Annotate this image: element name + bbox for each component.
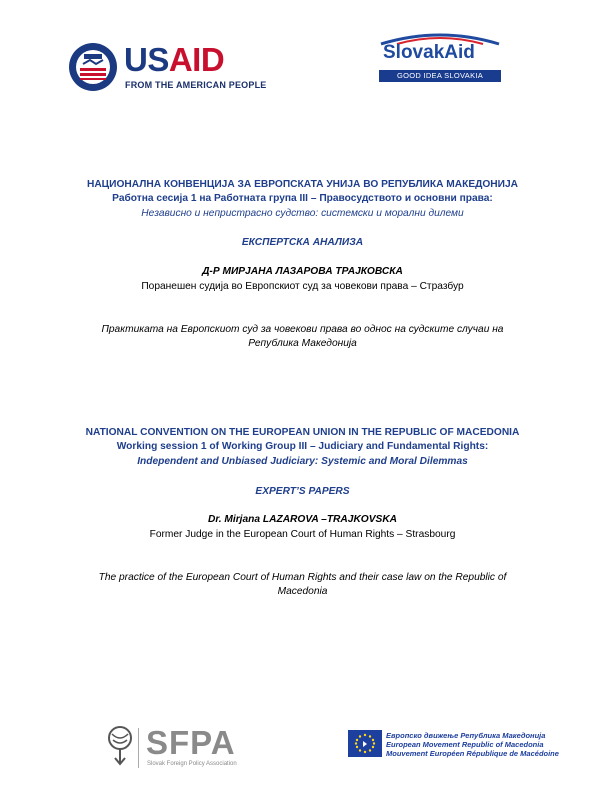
mk-paper-type: ЕКСПЕРТСКА АНАЛИЗА [241, 237, 364, 248]
en-topic-line1: The practice of the European Court of Human Rights and their case law on the Republic of [98, 572, 507, 583]
en-topic-line2: Macedonia [277, 586, 328, 597]
usaid-wordmark: USAID [124, 41, 225, 78]
usaid-tagline: FROM THE AMERICAN PEOPLE [125, 80, 267, 90]
en-author: Dr. Mirjana LAZAROVA –TRAJKOVSKA [207, 514, 398, 525]
em-line-en: European Movement Republic of Macedonia [386, 740, 544, 749]
en-title: NATIONAL CONVENTION ON THE EUROPEAN UNION IN THE REPUBLIC OF MACEDONIA [85, 427, 520, 438]
mk-title: НАЦИОНАЛНА КОНВЕНЦИЈА ЗА ЕВРОПСКАТА УНИЈА ВО РЕПУБЛИКА МАКЕДОНИЈА [86, 179, 519, 190]
en-paper-type: EXPERT’S PAPERS [255, 486, 350, 497]
mk-subtitle: Независно и непристрасно судство: системски и морални дилеми [141, 208, 464, 219]
mk-author-role: Поранешен судија во Европскиот суд за човекови права – Стразбур [141, 281, 464, 292]
em-line-fr: Mouvement Européen République de Macédoine [386, 749, 559, 758]
sfpa-logo [100, 722, 260, 772]
slovakaid-tagline: GOOD IDEA SLOVAKIA [379, 70, 501, 82]
eu-flag-icon [348, 730, 382, 757]
sfpa-wordmark: SFPA [146, 724, 236, 761]
mk-session: Работна сесија 1 на Работната група III – Правосудството и основни права: [112, 193, 493, 204]
sfpa-divider [138, 728, 139, 768]
european-movement-text [386, 731, 559, 758]
mk-topic-line2: Република Македонија [248, 338, 357, 349]
em-line-mk: Европско движење Република Македонија [386, 731, 546, 740]
usaid-logo [68, 40, 267, 96]
en-author-role: Former Judge in the European Court of Human Rights – Strasbourg [149, 529, 456, 540]
slovakaid-wordmark: SlovakAid [383, 42, 475, 63]
usaid-seal-icon [68, 42, 118, 92]
en-session: Working session 1 of Working Group III – Judiciary and Fundamental Rights: [116, 441, 489, 452]
mk-author: Д-Р МИРЈАНА ЛАЗАРОВА ТРАЈКОВСКА [202, 266, 403, 277]
sfpa-emblem-icon [106, 724, 134, 768]
european-movement-logo [348, 730, 559, 770]
slovakaid-logo [373, 28, 503, 84]
mk-topic-line1: Практиката на Европскиот суд за човекови права во однос на судските случаи на [101, 324, 504, 335]
sfpa-tagline: Slovak Foreign Policy Association [147, 761, 237, 767]
en-subtitle: Independent and Unbiased Judiciary: Systemic and Moral Dilemmas [137, 456, 468, 467]
